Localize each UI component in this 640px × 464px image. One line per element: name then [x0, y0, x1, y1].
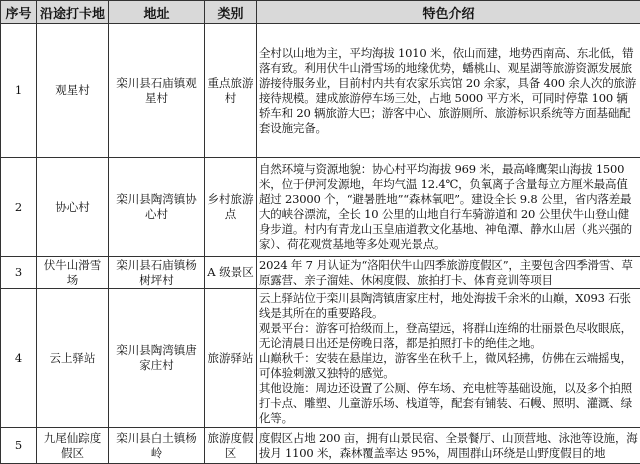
cell-category: 旅游度假区	[205, 428, 257, 464]
table-row	[1, 428, 640, 464]
cell-category: A 级景区	[205, 257, 257, 289]
header-category: 类别	[205, 1, 257, 24]
table-row	[1, 289, 640, 428]
cell-address: 栾川县石庙镇观星村	[109, 24, 205, 158]
cell-spot: 九尾仙踪度假区	[37, 428, 109, 464]
header-spot: 沿途打卡地	[37, 1, 109, 24]
cell-spot: 协心村	[37, 158, 109, 257]
feature-line: 山巅秋千：安装在悬崖边，游客坐在秋千上，微风轻拂，仿佛在云端摇曳，可体验刺激又独特的感觉。	[259, 351, 638, 381]
feature-line: 云上驿站位于栾川县陶湾镇唐家庄村，地处海拔千余米的山巅，X093 石张线是其所在的重要路段。	[259, 291, 638, 321]
cell-features: 自然环境与资源地貌：协心村平均海拔 969 米，最高峰鹰架山海拔 1500 米，位于伊河发源地，年均气温 12.4℃，负氧离子含量每立方厘米最高值超过 23000 个，“避暑胜地”“森林氧吧”。建设全长 9.8 公里，省内落差最大的峡谷漂流，全长 10 公里的山地自行车骑游道和 20 公里伏牛山登山健身步道。村内有青龙山玉皇庙道教文化基地、神龟潭、静水山居（兆兴强的家）、荷花观赏基地等多处观光景点。	[257, 158, 640, 257]
cell-no: 5	[1, 428, 37, 464]
cell-spot: 云上驿站	[37, 289, 109, 428]
cell-spot: 观星村	[37, 24, 109, 158]
cell-spot: 伏牛山滑雪场	[37, 257, 109, 289]
cell-category: 乡村旅游点	[205, 158, 257, 257]
cell-address: 栾川县陶湾镇协心村	[109, 158, 205, 257]
header-address: 地址	[109, 1, 205, 24]
cell-address: 栾川县白土镇杨岭	[109, 428, 205, 464]
cell-category: 重点旅游村	[205, 24, 257, 158]
cell-features: 度假区占地 200 亩，拥有山景民宿、全景餐厅、山顶营地、泳池等设施，海拔月 1100 米，森林覆盖率达 95%，周围群山环绕是山野度假目的地	[257, 428, 640, 464]
cell-no: 1	[1, 24, 37, 158]
cell-no: 3	[1, 257, 37, 289]
cell-no: 4	[1, 289, 37, 428]
header-no: 序号	[1, 1, 37, 24]
table-row	[1, 24, 640, 158]
cell-no: 2	[1, 158, 37, 257]
table-header-row	[1, 1, 640, 24]
header-features: 特色介绍	[257, 1, 640, 24]
cell-address: 栾川县石庙镇杨树坪村	[109, 257, 205, 289]
feature-line: 其他设施：周边还设置了公厕、停车场、充电桩等基础设施，以及多个拍照打卡点、雕塑、儿童游乐场、栈道等，配套有铺装、石幔、照明、灌溉、绿化等。	[259, 381, 638, 426]
cell-address: 栾川县陶湾镇唐家庄村	[109, 289, 205, 428]
cell-features: 全村以山地为主，平均海拔 1010 米，依山而建，地势西南高、东北低，错落有致。利用伏牛山滑雪场的地缘优势，蟠桃山、观星湖等旅游资源发展旅游接待服务业，目前村内共有农家乐宾馆 20 余家，具备 400 余人次的旅游接待规模。建成旅游停车场三处，占地 5000 平方米，可同时停靠 100 辆轿车和 20 辆旅游大巴；游客中心、旅游厕所、旅游标识系统等方面基础配套设施完备。	[257, 24, 640, 158]
feature-line: 观景平台：游客可拾级而上，登高望远，将群山连绵的壮丽景色尽收眼底，无论清晨日出还是傍晚日落，都是拍照打卡的绝佳之地。	[259, 321, 638, 351]
cell-features	[257, 289, 640, 428]
table-row	[1, 158, 640, 257]
table-row	[1, 257, 640, 289]
cell-category: 旅游驿站	[205, 289, 257, 428]
cell-features: 2024 年 7 月认证为“洛阳伏牛山四季旅游度假区”，主要包含四季滑雪、草原露营、亲子溜娃、休闲度假、旅拍打卡、体育竞训等项目	[257, 257, 640, 289]
